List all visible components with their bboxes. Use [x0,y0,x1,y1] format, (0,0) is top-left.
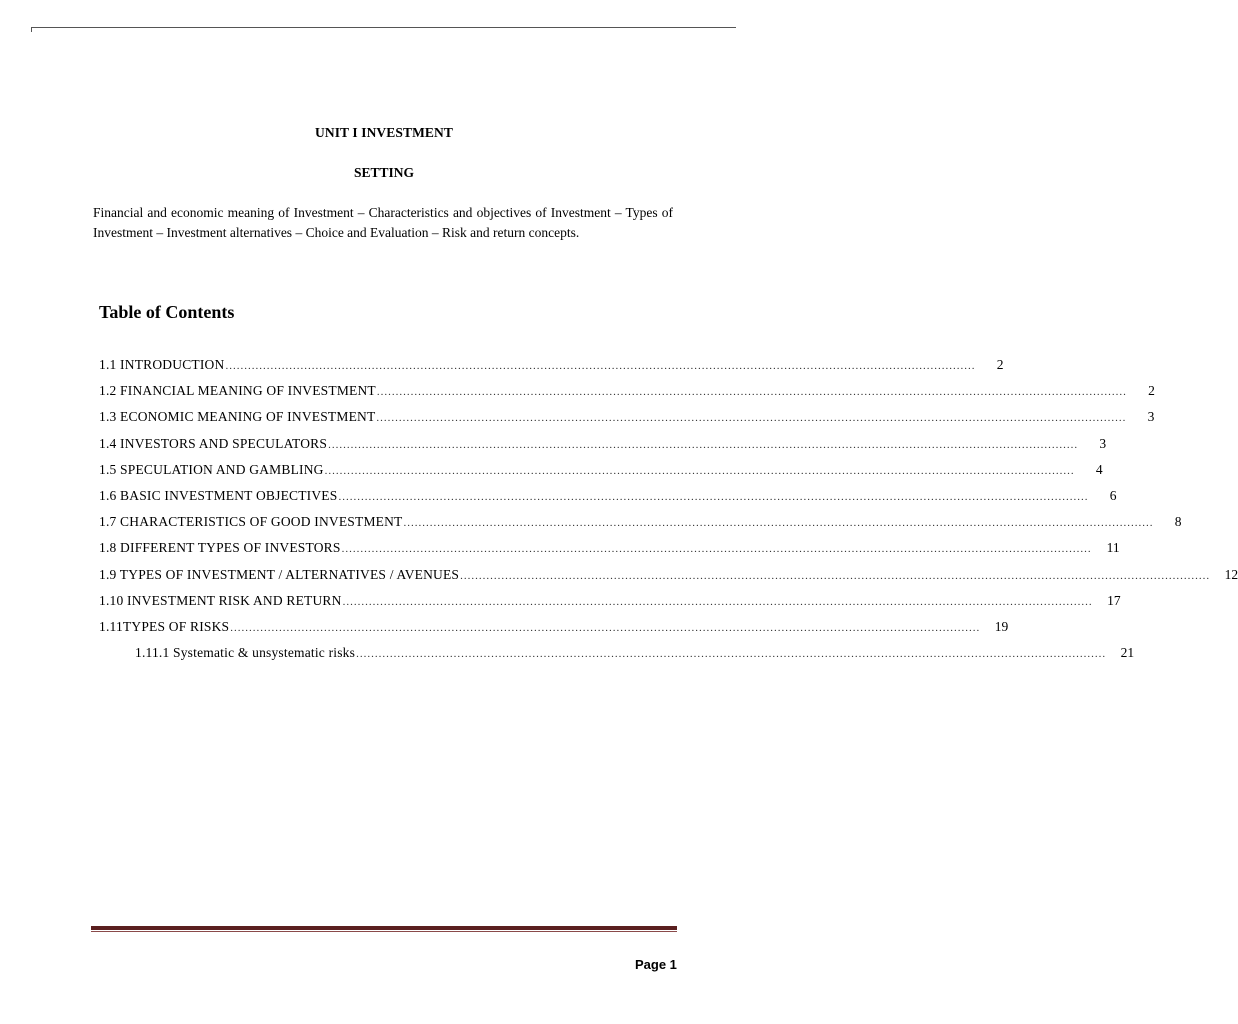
toc-entry[interactable] [99,512,1182,538]
toc-entry[interactable] [99,617,1009,643]
toc-entry-page: 19 [994,618,1009,634]
toc-entry-page: 3 [1099,435,1107,451]
toc-subentry[interactable] [99,643,1135,669]
page-number: Page 1 [635,957,677,972]
toc-entry[interactable] [99,565,1238,591]
toc-entry-page: 4 [1095,461,1103,477]
footer-rule [91,926,677,930]
toc-entry-page: 17 [1107,592,1121,608]
toc-entry[interactable] [99,355,1004,381]
toc-dot-leader: ........................................................................................................................................................................................................ [356,648,1107,661]
toc-entry[interactable] [99,591,1121,617]
table-of-contents [99,355,1238,669]
toc-entry-page: 2 [1148,383,1155,399]
toc-entry-label: 1.10 INVESTMENT RISK AND RETURN [99,592,342,608]
toc-entry-label: 1.7 CHARACTERISTICS OF GOOD INVESTMENT [99,514,403,530]
toc-entry-label: 1.4 INVESTORS AND SPECULATORS [99,435,328,451]
syllabus-paragraph: Financial and economic meaning of Investment – Characteristics and objectives of Investment – Types of Investment – Investment alternatives – Choice and Evaluation – Risk and return concepts. [93,205,673,240]
toc-entry-label: 1.2 FINANCIAL MEANING OF INVESTMENT [99,383,376,399]
toc-dot-leader: ........................................................................................................................................................................................................ [376,412,1127,425]
toc-entry-label: 1.1 INTRODUCTION [99,357,225,372]
toc-entry[interactable] [99,538,1120,564]
toc-dot-leader: ........................................................................................................................................................................................................ [230,621,981,634]
toc-entry-page: 2 [996,357,1004,372]
toc-entry-page: 3 [1147,409,1155,425]
header-rule-corner [31,27,32,32]
toc-entry-page: 21 [1120,645,1135,661]
toc-heading: Table of Contents [99,302,235,322]
toc-entry-label: 1.8 DIFFERENT TYPES OF INVESTORS [99,540,341,556]
header-rule [32,27,736,28]
toc-entry-page: 11 [1106,540,1120,556]
toc-entry[interactable] [99,460,1103,486]
toc-dot-leader: ........................................................................................................................................................................................................ [338,490,1089,503]
toc-entry-page: 8 [1174,514,1182,530]
unit-title: UNIT I INVESTMENT [315,125,453,140]
toc-dot-leader: ........................................................................................................................................................................................................ [328,438,1079,451]
toc-entry-page: 6 [1109,487,1117,503]
toc-dot-leader: ........................................................................................................................................................................................................ [342,595,1093,608]
toc-dot-leader: ........................................................................................................................................................................................................ [341,543,1092,556]
toc-dot-leader: ........................................................................................................................................................................................................ [225,360,976,372]
toc-dot-leader: ........................................................................................................................................................................................................ [403,517,1154,530]
toc-dot-leader: ........................................................................................................................................................................................................ [460,569,1211,582]
toc-entry[interactable] [99,434,1107,460]
toc-entry-label: 1.6 BASIC INVESTMENT OBJECTIVES [99,487,338,503]
toc-entry-label: 1.9 TYPES OF INVESTMENT / ALTERNATIVES / AVENUES [99,566,460,582]
toc-entry[interactable] [99,486,1117,512]
toc-entry-label: 1.11.1 Systematic & unsystematic risks [135,645,356,661]
footer-rule-thin [91,931,677,932]
toc-entry-label: 1.11TYPES OF RISKS [99,618,230,634]
toc-dot-leader: ........................................................................................................................................................................................................ [324,464,1075,477]
toc-dot-leader: ........................................................................................................................................................................................................ [376,386,1127,399]
toc-entry[interactable] [99,381,1155,407]
setting-title: SETTING [353,165,415,180]
toc-entry[interactable] [99,407,1155,433]
toc-entry-label: 1.5 SPECULATION AND GAMBLING [99,461,324,477]
toc-entry-page: 12 [1224,566,1238,582]
toc-entry-label: 1.3 ECONOMIC MEANING OF INVESTMENT [99,409,376,425]
